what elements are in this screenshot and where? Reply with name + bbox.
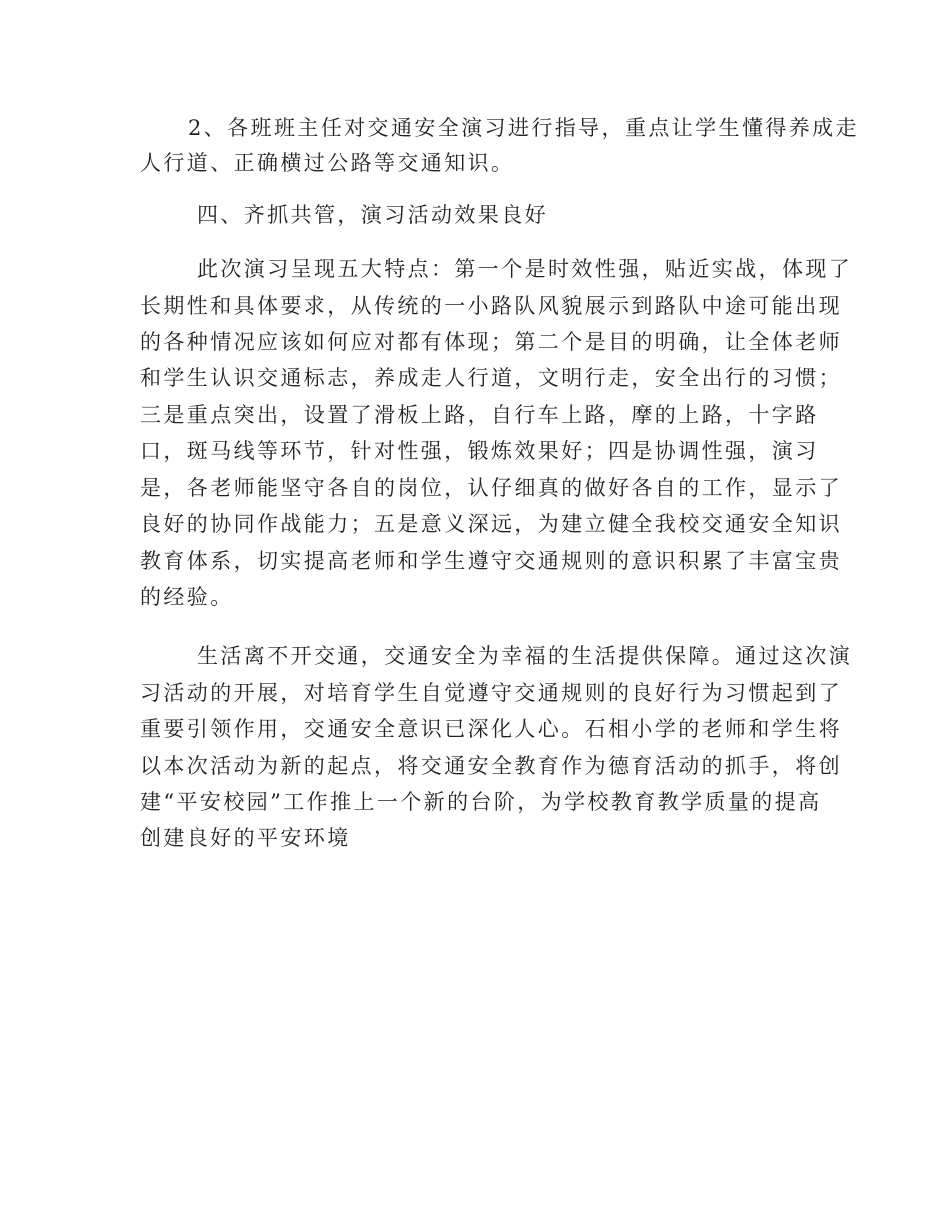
paragraph-3-line-1: 生活离不开交通，交通安全为幸福的生活提供保障。通过这次演: [197, 644, 853, 668]
paragraph-1-line-1: 2、各班班主任对交通安全演习进行指导，重点让学生懂得养成走: [188, 116, 859, 140]
paragraph-3-line-6: 创建良好的平安环境: [140, 826, 351, 850]
paragraph-2-line-8: 良好的协同作战能力；五是意义深远，为建立健全我校交通安全知识: [140, 512, 842, 536]
paragraph-2-line-4: 和学生认识交通标志，养成走人行道，文明行走，安全出行的习惯；: [140, 366, 842, 390]
paragraph-2-line-5: 三是重点突出，设置了滑板上路，自行车上路，摩的上路，十字路: [140, 403, 819, 427]
paragraph-1-line-2: 人行道、正确横过公路等交通知识。: [140, 151, 515, 175]
paragraph-3-line-5: 建“平安校园”工作推上一个新的台阶，为学校教育教学质量的提高: [140, 790, 822, 814]
paragraph-3-line-4: 以本次活动为新的起点，将交通安全教育作为德育活动的抓手，将创: [140, 754, 842, 778]
section-heading: 四、齐抓共管，演习活动效果良好: [197, 203, 548, 227]
paragraph-2-line-9: 教育体系，切实提高老师和学生遵守交通规则的意识积累了丰富宝贵: [140, 549, 842, 573]
paragraph-2-line-10: 的经验。: [140, 585, 234, 609]
paragraph-3-line-3: 重要引领作用，交通安全意识已深化人心。石相小学的老师和学生将: [140, 717, 842, 741]
paragraph-2-line-1: 此次演习呈现五大特点：第一个是时效性强，贴近实战，体现了: [197, 257, 853, 281]
paragraph-2-line-7: 是，各老师能坚守各自的岗位，认仔细真的做好各自的工作，显示了: [140, 476, 842, 500]
paragraph-2-line-6: 口，斑马线等环节，针对性强，锻炼效果好；四是协调性强，演习: [140, 439, 819, 463]
paragraph-2-line-3: 的各种情况应该如何应对都有体现；第二个是目的明确，让全体老师: [140, 330, 842, 354]
paragraph-2-line-2: 长期性和具体要求，从传统的一小路队风貌展示到路队中途可能出现: [140, 294, 842, 318]
paragraph-3-line-2: 习活动的开展，对培育学生自觉遵守交通规则的良好行为习惯起到了: [140, 681, 842, 705]
